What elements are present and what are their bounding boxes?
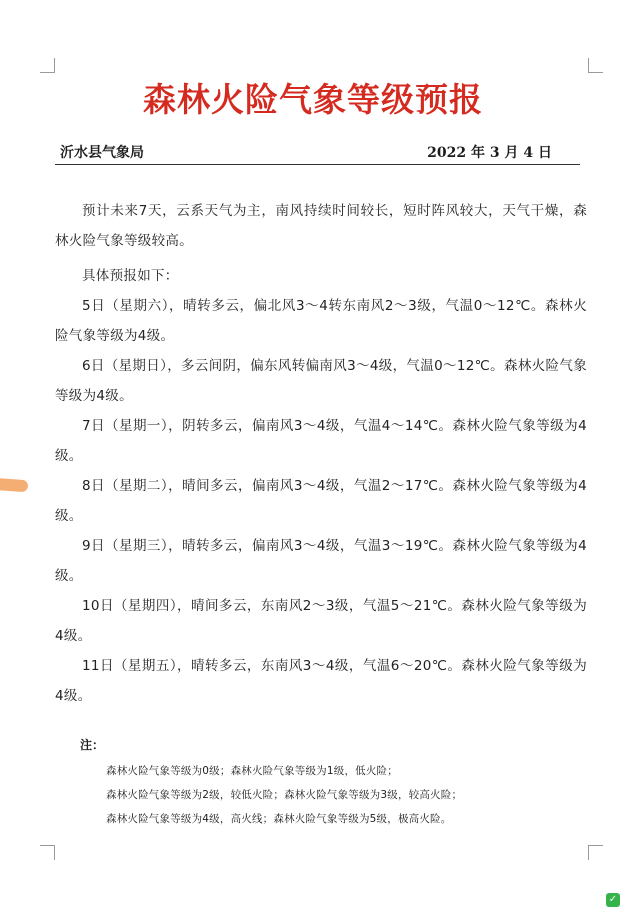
forecast-section: [55, 261, 587, 711]
highlighter-mark: [0, 478, 28, 492]
forecast-day: 7日（星期一），阴转多云，偏南风3～4级，气温4～14℃。森林火险气象等级为4级。: [55, 418, 587, 464]
forecast-day: 9日（星期三），晴转多云，偏南风3～4级，气温3～19℃。森林火险气象等级为4级。: [55, 538, 587, 584]
notes-label: 注：: [80, 738, 105, 752]
notes-section: [80, 736, 580, 831]
document-title: 森林火险气象等级预报: [143, 80, 483, 119]
crop-mark-top-left: [40, 58, 55, 73]
crop-mark-bottom-right: [588, 845, 603, 860]
forecast-day: 6日（星期日），多云间阴，偏东风转偏南风3～4级，气温0～12℃。森林火险气象等级为4级。: [55, 358, 587, 404]
note-line: 森林火险气象等级为2级，较低火险；森林火险气象等级为3级，较高火险；: [106, 789, 463, 801]
issue-date: 2022 年 3 月 4 日: [427, 145, 552, 161]
download-check-icon[interactable]: ✓: [606, 893, 620, 907]
crop-mark-top-right: [588, 58, 603, 73]
forecast-day: 5日（星期六），晴转多云，偏北风3～4转东南风2～3级，气温0～12℃。森林火险气象等级为4级。: [55, 298, 587, 344]
forecast-day: 11日（星期五），晴转多云，东南风3～4级，气温6～20℃。森林火险气象等级为4级。: [55, 658, 587, 704]
forecast-day: 8日（星期二），晴间多云，偏南风3～4级，气温2～17℃。森林火险气象等级为4级。: [55, 478, 587, 524]
forecast-day: 10日（星期四），晴间多云，东南风2～3级，气温5～21℃。森林火险气象等级为4级。: [55, 598, 587, 644]
intro-section: [55, 196, 587, 256]
note-line: 森林火险气象等级为0级；森林火险气象等级为1级，低火险；: [106, 765, 398, 777]
document-header: [58, 140, 578, 164]
header-divider: [55, 164, 580, 165]
crop-mark-bottom-left: [40, 845, 55, 860]
intro-paragraph: 预计未来7天，云系天气为主，南风持续时间较长，短时阵风较大，天气干燥，森林火险气象等级较高。: [55, 203, 587, 249]
note-line: 森林火险气象等级为4级，高火线；森林火险气象等级为5级，极高火险。: [106, 813, 452, 825]
forecast-heading: 具体预报如下：: [82, 268, 179, 284]
agency-name: 沂水县气象局: [60, 145, 144, 161]
